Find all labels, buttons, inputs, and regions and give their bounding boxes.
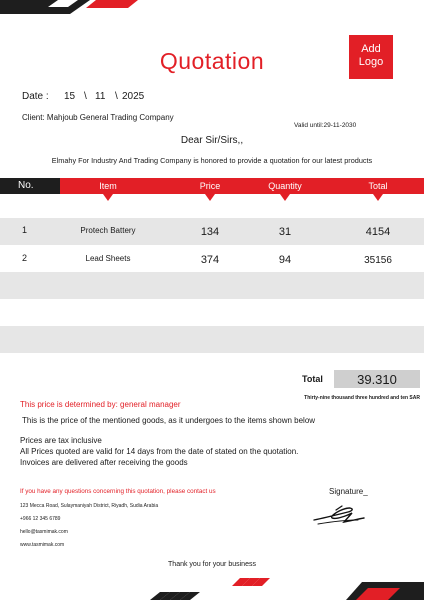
date-row: [22, 91, 49, 102]
term-item: Prices are tax inclusive: [20, 436, 102, 445]
table-row-bg-5: [0, 326, 424, 353]
header-pointer-quantity: [280, 194, 290, 201]
table-header: [0, 178, 424, 194]
cell-quantity: 94: [278, 254, 292, 266]
date-sep-1: \: [84, 91, 87, 102]
signature-image: [306, 502, 376, 528]
header-pointer-price: [205, 194, 215, 201]
intro-text: Elmahy For Industry And Trading Company is honored to provide a quotation for our latest products: [51, 156, 373, 165]
date-day: 15: [64, 91, 76, 102]
contact-phone: +966 12 345 6789: [20, 516, 61, 522]
total-in-words: Thirty-nine thousand three hundred and ten SAR: [304, 395, 420, 401]
col-header-price: Price: [199, 181, 221, 191]
footer-decoration: [0, 578, 424, 600]
logo-line2: Logo: [358, 56, 384, 68]
terms-list: [20, 435, 298, 468]
valid-until: Valid until:29-11-2030: [294, 122, 357, 129]
cell-total: 35156: [364, 255, 392, 266]
client-name: Client: Mahjoub General Trading Company: [22, 113, 174, 122]
logo-placeholder[interactable]: [349, 35, 393, 79]
cell-quantity: 31: [278, 226, 292, 238]
col-header-no: No.: [0, 178, 60, 194]
col-header-total: Total: [368, 181, 388, 191]
cell-item: Lead Sheets: [85, 254, 131, 263]
cell-no: 2: [22, 253, 28, 263]
cell-total: 4154: [365, 226, 391, 238]
term-item: All Prices quoted are valid for 14 days from the date of stated on the quotation.: [20, 447, 299, 456]
total-value: 39.310: [357, 372, 397, 387]
header-pointer-item: [103, 194, 113, 201]
date-sep-2: \: [115, 91, 118, 102]
price-description: This is the price of the mentioned goods, as it undergoes to the items shown below: [22, 416, 316, 425]
cell-no: 1: [22, 225, 28, 235]
thank-you-note: Thank you for your business: [168, 561, 256, 568]
cell-price: 374: [200, 254, 220, 266]
term-item: Invoices are delivered after receiving the goods: [20, 458, 188, 467]
page-title: Quotation: [159, 48, 265, 74]
price-authority-note: This price is determined by: general manager: [20, 400, 181, 409]
cell-price: 134: [200, 226, 220, 238]
table-row: [0, 218, 424, 245]
total-label: Total: [302, 374, 323, 384]
date-month: 11: [95, 91, 106, 102]
header-decoration: [0, 0, 424, 20]
signature-label: Signature_: [329, 487, 368, 496]
contact-email[interactable]: hello@tasmimak.com: [20, 529, 68, 535]
logo-line1: Add: [361, 43, 381, 55]
contact-prompt: If you have any questions concerning this quotation, please contact us: [20, 488, 216, 495]
cell-item: Protech Battery: [80, 226, 136, 235]
table-row-bg-3: [0, 272, 424, 299]
col-header-quantity: Quantity: [268, 181, 302, 191]
greeting: Dear Sir/Sirs,,: [180, 135, 244, 146]
header-pointer-total: [373, 194, 383, 201]
date-label: Date :: [22, 91, 49, 102]
col-header-item: Item: [99, 181, 117, 191]
date-year: 2025: [122, 91, 145, 102]
contact-address: 123 Mecca Road, Sulaymaniyah District, Riyadh, Sudia Arabia: [20, 503, 159, 509]
contact-website[interactable]: www.tasmimak.com: [20, 542, 65, 548]
table-row: [0, 245, 424, 272]
